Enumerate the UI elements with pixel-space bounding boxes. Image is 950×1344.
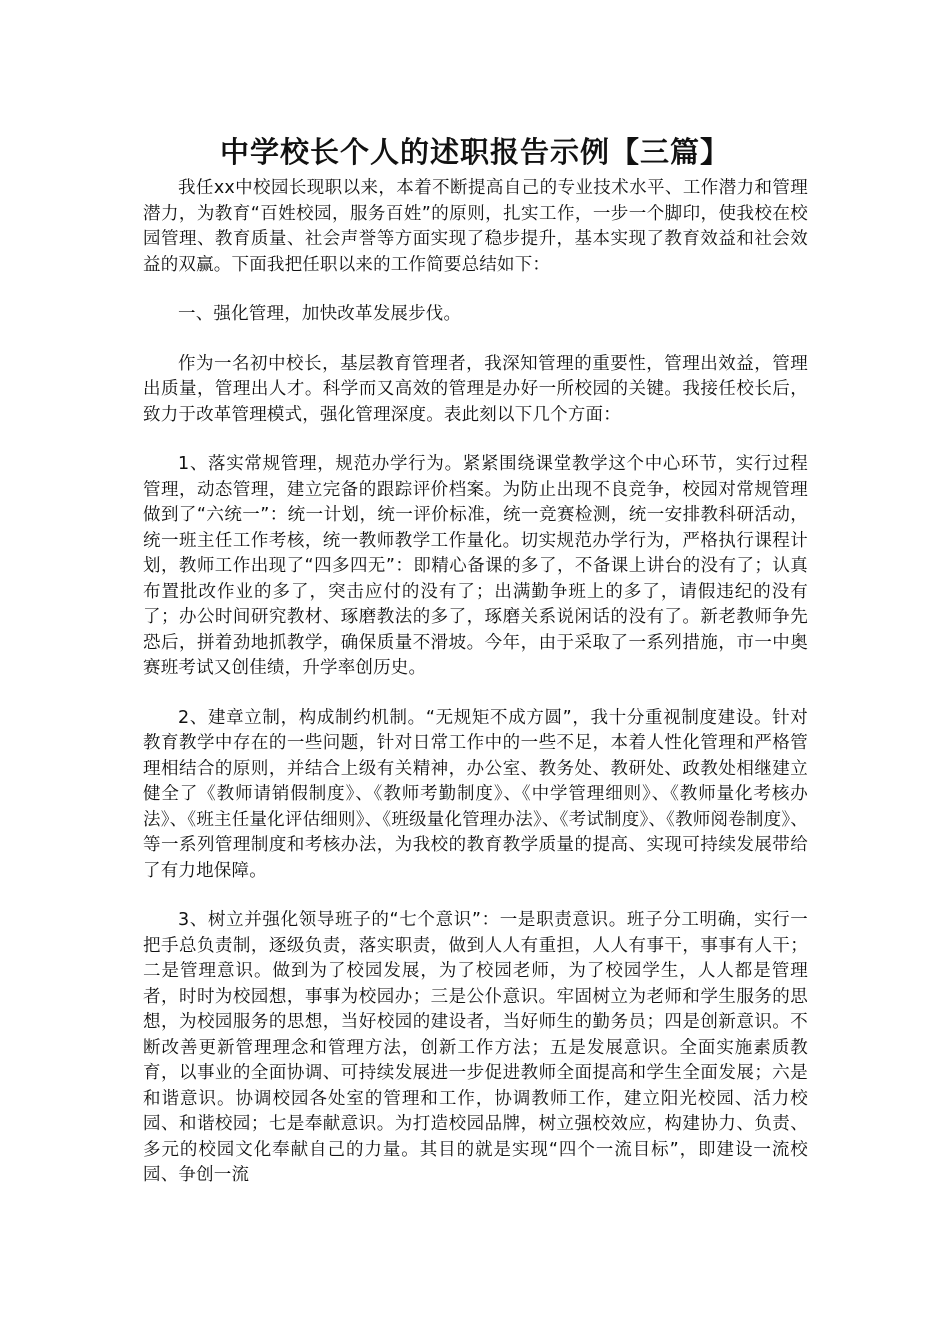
- paragraph-item-3: 3、树立并强化领导班子的“七个意识”：一是职责意识。班子分工明确，实行一把手总负责制，逐级负责，落实职责，做到人人有重担，人人有事干，事事有人干；二是管理意识。做到为了校园发展，为了校园老师，为了校园学生，人人都是管理者，时时为校园想，事事为校园办；三是公仆意识。牢固树立为老师和学生服务的思想，为校园服务的思想，当好校园的建设者，当好师生的勤务员；四是创新意识。不断改善更新管理理念和管理方法，创新工作方法；五是发展意识。全面实施素质教育，以事业的全面协调、可持续发展进一步促进教师全面提高和学生全面发展；六是和谐意识。协调校园各处室的管理和工作，协调教师工作，建立阳光校园、活力校园、和谐校园；七是奉献意识。为打造校园品牌，树立强校效应，构建协力、负责、多元的校园文化奉献自己的力量。其目的就是实现“四个一流目标”，即建设一流校园、争创一流: [143, 910, 808, 1185]
- paragraph-intro: 我任xx中校园长现职以来，本着不断提高自己的专业技术水平、工作潜力和管理潜力，为教育“百姓校园，服务百姓”的原则，扎实工作，一步一个脚印，使我校在校园管理、教育质量、社会声誉等方面实现了稳步提升，基本实现了教育效益和社会效益的双赢。下面我把任职以来的工作简要总结如下：: [143, 178, 808, 275]
- paragraph-section-heading: 一、强化管理，加快改革发展步伐。: [178, 304, 462, 324]
- paragraph-management-importance: 作为一名初中校长，基层教育管理者，我深知管理的重要性，管理出效益，管理出质量，管理出人才。科学而又高效的管理是办好一所校园的关键。我接任校长后，致力于改革管理模式，强化管理深度。表此刻以下几个方面：: [143, 353, 808, 425]
- paragraph-item-1: 1、落实常规管理，规范办学行为。紧紧围绕课堂教学这个中心环节，实行过程管理，动态管理，建立完备的跟踪评价档案。为防止出现不良竞争，校园对常规管理做到了“六统一”：统一计划，统一评价标准，统一竞赛检测，统一安排教科研活动，统一班主任工作考核，统一教师教学工作量化。切实规范办学行为，严格执行课程计划，教师工作出现了“四多四无”：即精心备课的多了，不备课上讲台的没有了；认真布置批改作业的多了，突击应付的没有了；出满勤争班上的多了，请假违纪的没有了；办公时间研究教材、琢磨教法的多了，琢磨关系说闲话的没有了。新老教师争先恐后，拼着劲地抓教学，确保质量不滑坡。今年，由于采取了一系列措施，市一中奥赛班考试又创佳绩，升学率创历史。: [143, 454, 808, 678]
- paragraph-item-2: 2、建章立制，构成制约机制。“无规矩不成方圆”，我十分重视制度建设。针对教育教学中存在的一些问题，针对日常工作中的一些不足，本着人性化管理和严格管理相结合的原则，并结合上级有关精神，办公室、教务处、教研处、政教处相继建立健全了《教师请销假制度》、《教师考勤制度》、《中学管理细则》、《教师量化考核办法》、《班主任量化评估细则》、《班级量化管理办法》、《考试制度》、《教师阅卷制度》、等一系列管理制度和考核办法，为我校的教育教学质量的提高、实现可持续发展带给了有力地保障。: [143, 707, 808, 881]
- document-title: 中学校长个人的述职报告示例【三篇】: [219, 135, 730, 169]
- document-body: [143, 176, 808, 1213]
